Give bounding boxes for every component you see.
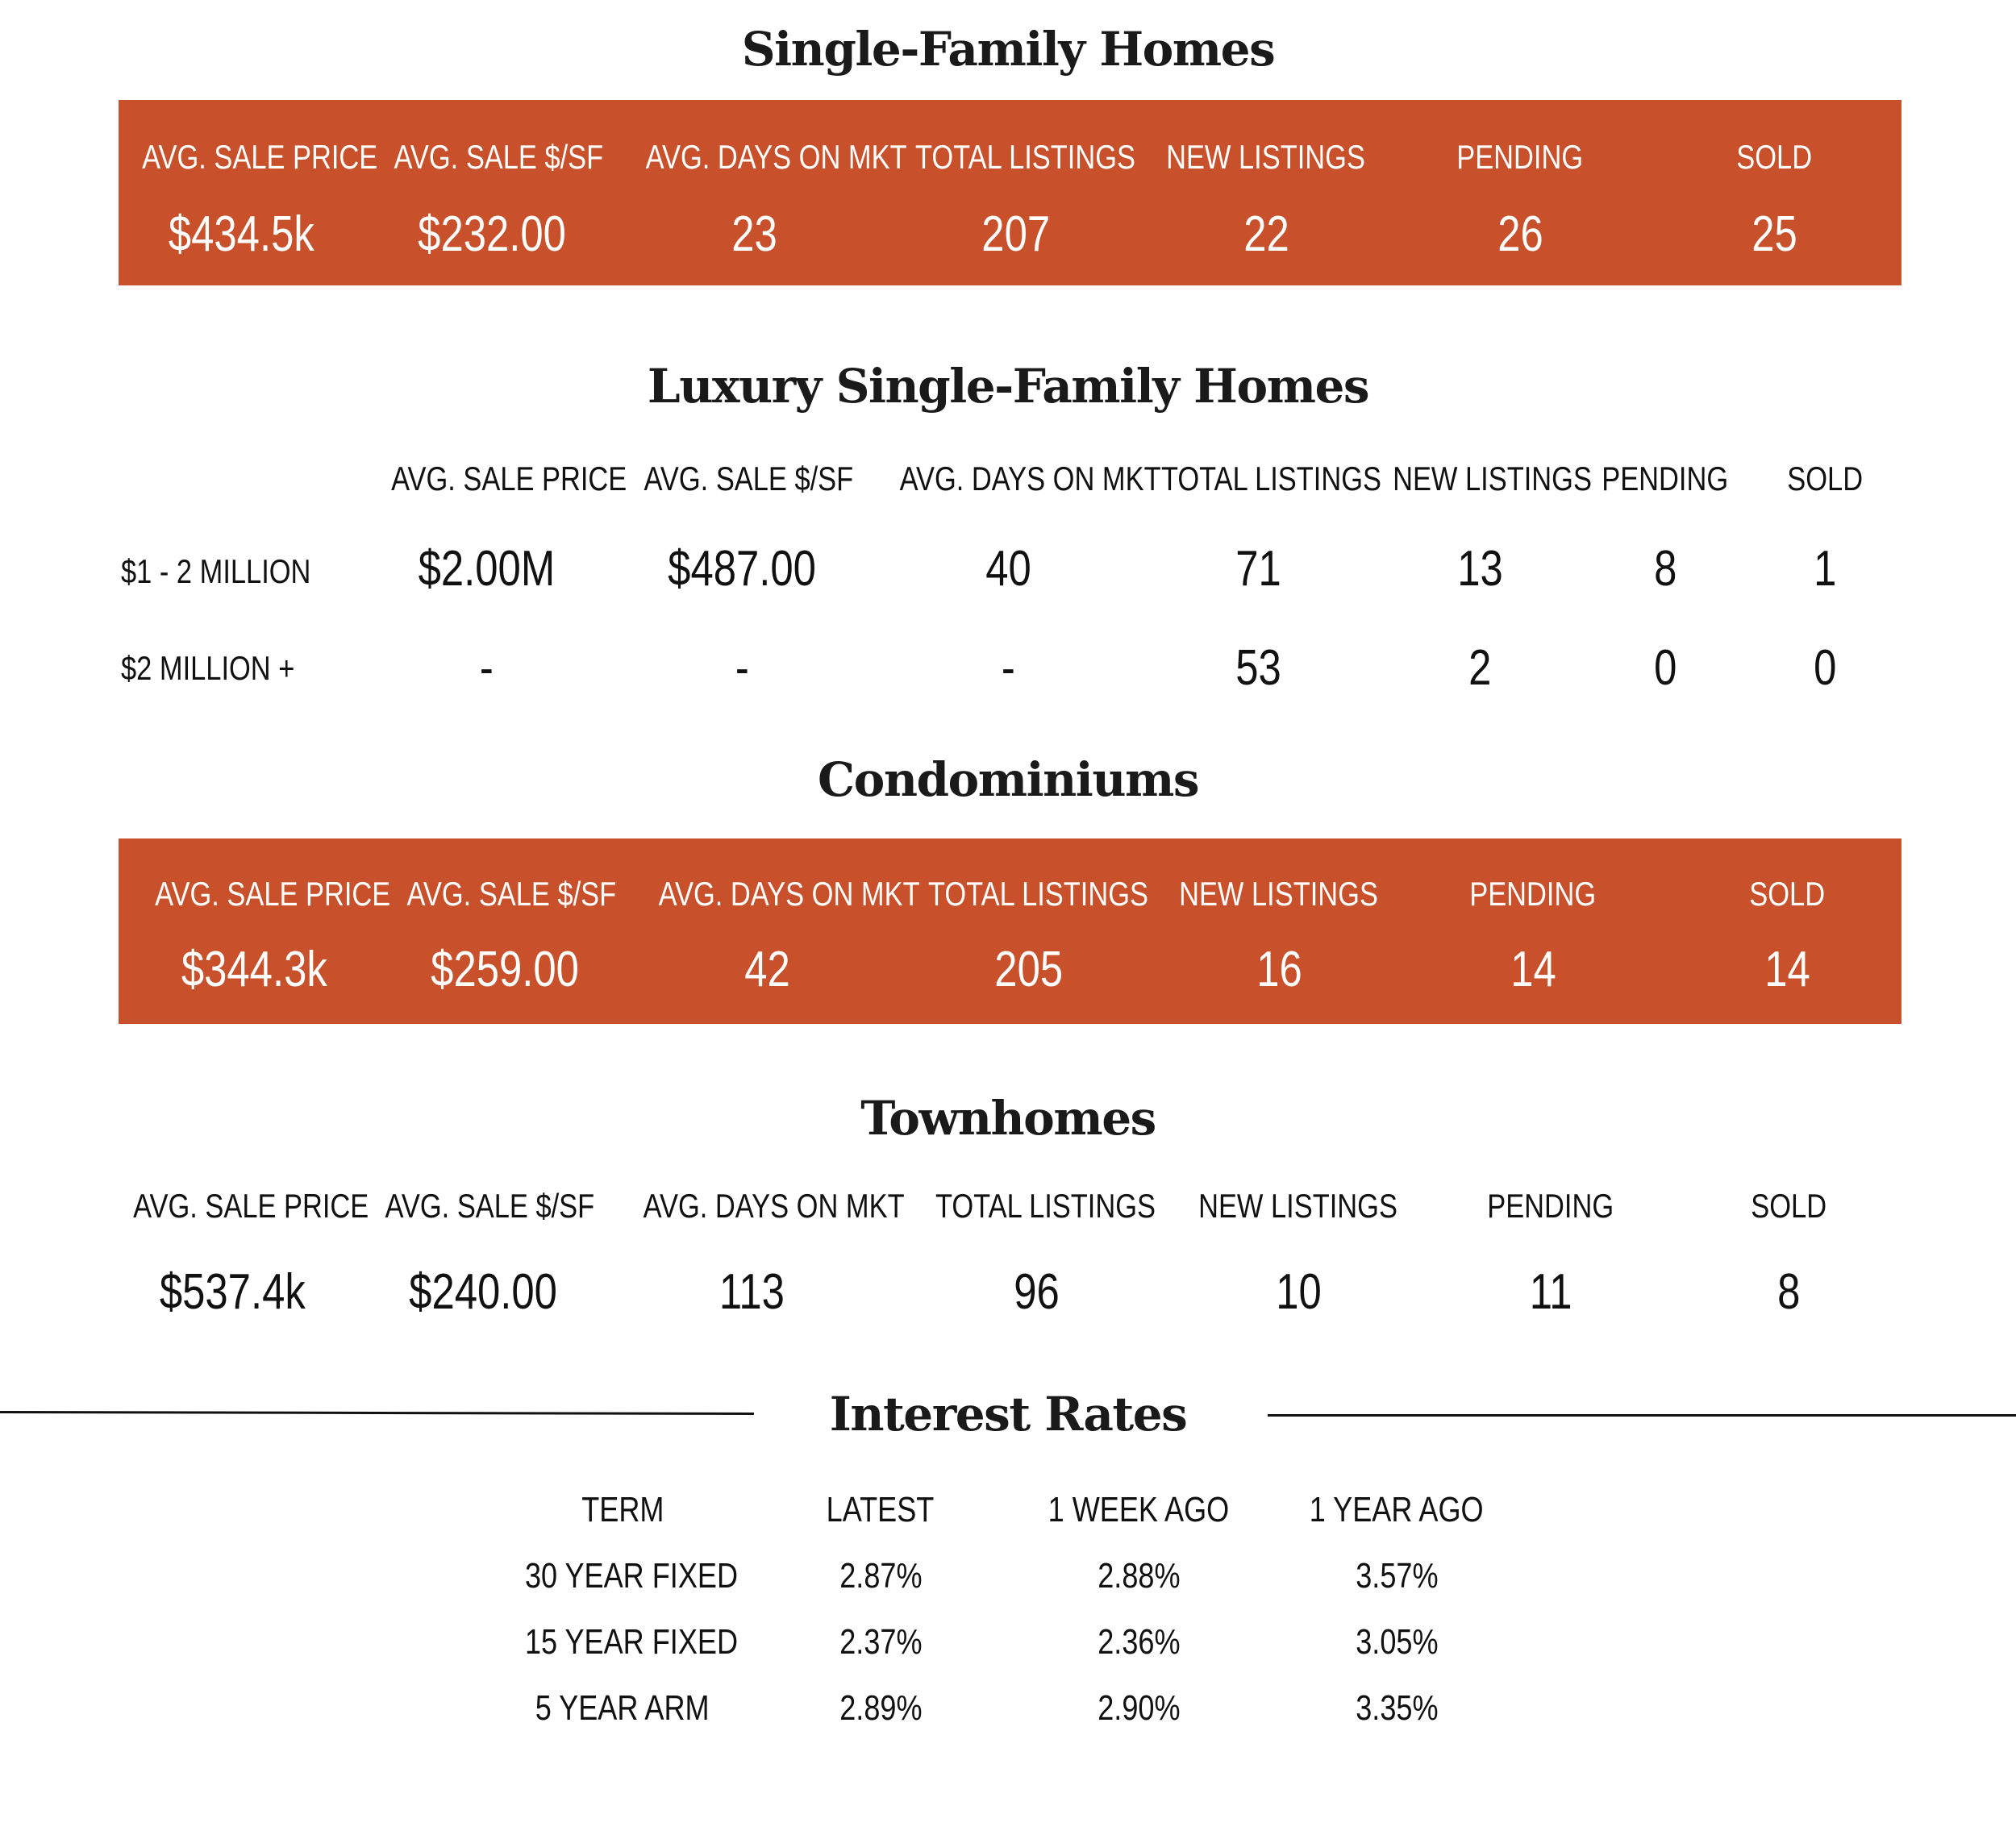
lux-row2-new-listings: 2 — [1468, 640, 1492, 696]
condo-value-avg-sale-price: $344.3k — [181, 942, 327, 997]
sf-value-sold: 25 — [1751, 206, 1797, 262]
lux-row1-pending: 8 — [1653, 541, 1677, 597]
condo-value-avg-sale-psf: $259.00 — [431, 942, 579, 997]
single-family-title: Single-Family Homes — [741, 22, 1275, 77]
condominiums-title: Condominiums — [817, 752, 1199, 807]
sf-label-sold: SOLD — [1736, 138, 1812, 176]
lux-label-new-listings: NEW LISTINGS — [1393, 460, 1592, 497]
condo-value-sold: 14 — [1764, 942, 1810, 997]
sf-value-avg-sale-psf: $232.00 — [418, 206, 566, 262]
condo-label-avg-sale-psf: AVG. SALE $/SF — [406, 875, 617, 913]
sf-value-new-listings: 22 — [1243, 206, 1289, 262]
rate-header-1-year-ago: 1 YEAR AGO — [1310, 1490, 1484, 1529]
rate-header-1-week-ago: 1 WEEK AGO — [1048, 1490, 1230, 1529]
condo-value-avg-days: 42 — [744, 942, 790, 997]
rate-header-latest: LATEST — [827, 1490, 935, 1529]
lux-row2-total-listings: 53 — [1235, 640, 1281, 696]
th-label-new-listings: NEW LISTINGS — [1198, 1187, 1398, 1225]
condominiums-stats-band — [119, 838, 1901, 1024]
sf-value-avg-sale-price: $434.5k — [168, 206, 314, 262]
lux-row-label: $1 - 2 MILLION — [121, 552, 311, 590]
condo-label-pending: PENDING — [1469, 875, 1597, 913]
rate-term: 30 YEAR FIXED — [524, 1556, 739, 1596]
sf-value-avg-days: 23 — [731, 206, 777, 262]
luxury-title: Luxury Single-Family Homes — [647, 359, 1369, 414]
rate-term: 5 YEAR ARM — [535, 1688, 710, 1728]
lux-label-avg-days: AVG. DAYS ON MKT — [899, 460, 1161, 497]
lux-row1-avg-days: 40 — [985, 541, 1031, 597]
sf-label-avg-days: AVG. DAYS ON MKT — [645, 138, 907, 176]
lux-row-label: $2 MILLION + — [121, 649, 295, 687]
rate-1-year-ago: 3.57% — [1355, 1556, 1439, 1596]
rate-1-week-ago: 2.88% — [1097, 1556, 1181, 1596]
lux-row2-pending: 0 — [1653, 640, 1677, 696]
lux-label-total-listings: TOTAL LISTINGS — [1160, 460, 1382, 497]
lux-label-sold: SOLD — [1787, 460, 1863, 497]
rate-1-week-ago: 2.36% — [1097, 1622, 1181, 1662]
th-value-avg-days: 113 — [719, 1264, 785, 1320]
sf-label-avg-sale-price: AVG. SALE PRICE — [142, 138, 378, 176]
lux-row1-sold: 1 — [1813, 541, 1837, 597]
th-value-pending: 11 — [1529, 1264, 1572, 1320]
lux-row2-avg-sale-price: - — [479, 640, 494, 696]
rate-1-year-ago: 3.35% — [1355, 1688, 1439, 1728]
th-value-total-listings: 96 — [1013, 1264, 1060, 1320]
sf-value-total-listings: 207 — [981, 206, 1051, 262]
th-label-avg-days: AVG. DAYS ON MKT — [643, 1187, 905, 1225]
condo-label-avg-sale-price: AVG. SALE PRICE — [155, 875, 391, 913]
lux-label-avg-sale-psf: AVG. SALE $/SF — [644, 460, 854, 497]
condo-value-total-listings: 205 — [994, 942, 1064, 997]
sf-label-avg-sale-psf: AVG. SALE $/SF — [394, 138, 604, 176]
th-label-sold: SOLD — [1751, 1187, 1826, 1225]
sf-label-new-listings: NEW LISTINGS — [1166, 138, 1366, 176]
rate-latest: 2.87% — [839, 1556, 923, 1596]
th-value-sold: 8 — [1776, 1264, 1801, 1320]
lux-row1-total-listings: 71 — [1235, 541, 1281, 597]
lux-label-avg-sale-price: AVG. SALE PRICE — [391, 460, 627, 497]
th-label-avg-sale-price: AVG. SALE PRICE — [133, 1187, 369, 1225]
condo-label-sold: SOLD — [1749, 875, 1825, 913]
rate-term: 15 YEAR FIXED — [524, 1622, 739, 1662]
lux-row2-avg-days: - — [1001, 640, 1015, 696]
rate-header-term: TERM — [581, 1490, 664, 1529]
condo-value-new-listings: 16 — [1256, 942, 1302, 997]
townhomes-title: Townhomes — [860, 1091, 1156, 1146]
condo-value-pending: 14 — [1510, 942, 1556, 997]
condo-label-new-listings: NEW LISTINGS — [1179, 875, 1379, 913]
interest-rates-title: Interest Rates — [829, 1387, 1187, 1442]
lux-row2-avg-sale-psf: - — [735, 640, 749, 696]
th-value-avg-sale-psf: $240.00 — [409, 1264, 557, 1320]
sf-label-total-listings: TOTAL LISTINGS — [914, 138, 1136, 176]
rate-1-year-ago: 3.05% — [1355, 1622, 1439, 1662]
th-value-avg-sale-price: $537.4k — [159, 1264, 306, 1320]
th-label-total-listings: TOTAL LISTINGS — [935, 1187, 1156, 1225]
single-family-stats-band — [119, 100, 1901, 285]
sf-value-pending: 26 — [1497, 206, 1543, 262]
rate-1-week-ago: 2.90% — [1097, 1688, 1181, 1728]
sf-label-pending: PENDING — [1456, 138, 1584, 176]
lux-label-pending: PENDING — [1602, 460, 1729, 497]
th-value-new-listings: 10 — [1275, 1264, 1322, 1320]
lux-row1-avg-sale-psf: $487.00 — [668, 541, 816, 597]
lux-row1-avg-sale-price: $2.00M — [418, 541, 555, 597]
condo-label-total-listings: TOTAL LISTINGS — [927, 875, 1149, 913]
rate-latest: 2.89% — [839, 1688, 923, 1728]
rate-latest: 2.37% — [839, 1622, 923, 1662]
th-label-pending: PENDING — [1487, 1187, 1614, 1225]
condo-label-avg-days: AVG. DAYS ON MKT — [658, 875, 920, 913]
lux-row1-new-listings: 13 — [1456, 541, 1503, 597]
th-label-avg-sale-psf: AVG. SALE $/SF — [385, 1187, 595, 1225]
lux-row2-sold: 0 — [1813, 640, 1837, 696]
